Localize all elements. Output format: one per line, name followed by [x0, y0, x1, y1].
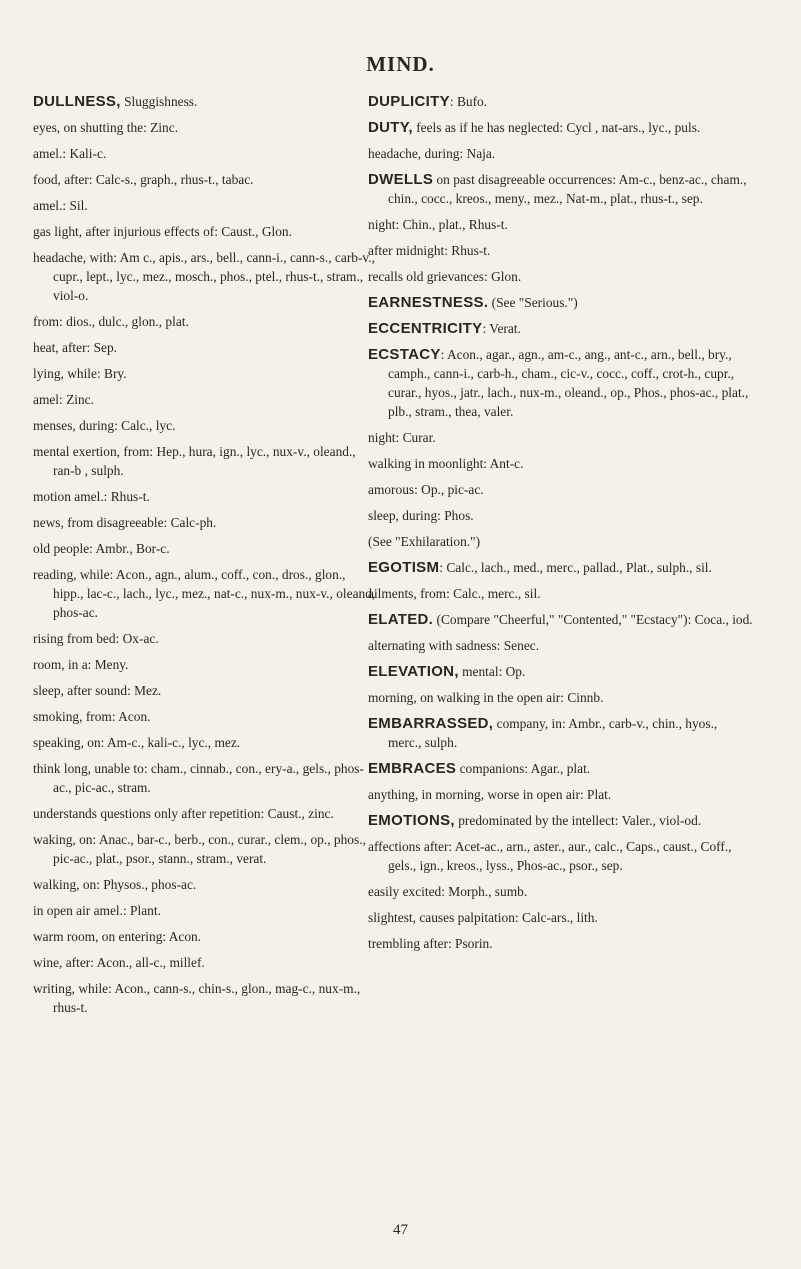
sub-rubric-line: affections after: Acet-ac., arn., aster., aur., calc., Caps., caust., Coff., gels., ign., kreos., lyss., Phos-ac., psor., sep.: [368, 839, 732, 873]
sub-rubric-line: headache, with: Am c., apis., ars., bell., cann-i., cann-s., carb-v., cupr., lept., lyc., mez., mosch., phos., ptel., rhus-t., stram., viol-o.: [33, 250, 375, 303]
rubric-remedies: Sluggishness.: [120, 94, 198, 109]
sub-rubric-line: in open air amel.: Plant.: [33, 903, 161, 918]
sub-rubric-line: old people: Ambr., Bor-c.: [33, 541, 170, 556]
sub-rubric-line: heat, after: Sep.: [33, 340, 118, 355]
rubric-heading: ELEVATION,: [368, 663, 459, 680]
rubric-heading: DULLNESS,: [33, 93, 121, 110]
sub-rubric-line: easily excited: Morph., sumb.: [368, 884, 528, 899]
right-column: [368, 92, 753, 960]
rubric-remedies: company, in: Ambr., carb-v., chin., hyos., merc., sulph.: [388, 716, 718, 750]
sub-rubric-line: room, in a: Meny.: [33, 657, 129, 672]
sub-rubric-line: warm room, on entering: Acon.: [33, 929, 202, 944]
sub-rubric-line: amorous: Op., pic-ac.: [368, 482, 484, 497]
rubric-entry: [368, 345, 753, 421]
sub-rubric-line: amel.: Kali-c.: [33, 146, 107, 161]
rubric-entry: [33, 92, 379, 111]
rubric-remedies: on past disagreeable occurrences: Am-c., benz-ac., cham., chin., cocc., kreos., meny., mez., Nat-m., plat., rhus-t., sep.: [388, 172, 747, 206]
rubric-remedies: : Bufo.: [449, 94, 488, 109]
sub-rubric-line: news, from disagreeable: Calc-ph.: [33, 515, 217, 530]
sub-rubric-line: night: Chin., plat., Rhus-t.: [368, 217, 508, 232]
sub-rubric-line: reading, while: Acon., agn., alum., coff., con., dros., glon., hipp., lac-c., lach., lyc., mez., nat-c., nux-m., nux-v., oleand, phos-ac.: [33, 567, 376, 620]
sub-rubric-line: wine, after: Acon., all-c., millef.: [33, 955, 205, 970]
page-header: MIND.: [366, 52, 435, 76]
sub-rubric-line: from: dios., dulc., glon., plat.: [33, 314, 189, 329]
rubric-heading: EMOTIONS,: [368, 812, 455, 829]
rubric-heading: EARNESTNESS.: [368, 294, 489, 311]
rubric-heading: DWELLS: [368, 171, 434, 188]
sub-rubric-line: rising from bed: Ox-ac.: [33, 631, 159, 646]
rubric-heading: EMBARRASSED,: [368, 715, 494, 732]
rubric-heading: ELATED.: [368, 611, 434, 628]
sub-rubric-line: headache, during: Naja.: [368, 146, 496, 161]
rubric-heading: ECCENTRICITY: [368, 320, 483, 337]
rubric-remedies: : Verat.: [482, 321, 521, 336]
sub-rubric-line: after midnight: Rhus-t.: [368, 243, 491, 258]
sub-rubric-line: motion amel.: Rhus-t.: [33, 489, 150, 504]
rubric-entry: [368, 662, 753, 681]
rubric-heading: DUPLICITY: [368, 93, 450, 110]
sub-rubric-line: amel: Zinc.: [33, 392, 94, 407]
sub-rubric-line: waking, on: Anac., bar-c., berb., con., curar., clem., op., phos., pic-ac., plat., psor., stann., stram., verat.: [33, 832, 366, 866]
sub-rubric-line: slightest, causes palpitation: Calc-ars., lith.: [368, 910, 598, 925]
left-column: [33, 92, 379, 1024]
sub-rubric-line: anything, in morning, worse in open air: Plat.: [368, 787, 612, 802]
rubric-remedies: : Calc., lach., med., merc., pallad., Plat., sulph., sil.: [439, 560, 712, 575]
rubric-entry: [368, 714, 753, 752]
sub-rubric-line: eyes, on shutting the: Zinc.: [33, 120, 179, 135]
sub-rubric-line: gas light, after injurious effects of: Caust., Glon.: [33, 224, 292, 239]
sub-rubric-line: understands questions only after repetition: Caust., zinc.: [33, 806, 334, 821]
rubric-entry: [368, 610, 753, 629]
sub-rubric-line: walking in moonlight: Ant-c.: [368, 456, 524, 471]
page-number: 47: [393, 1222, 408, 1238]
sub-rubric-line: night: Curar.: [368, 430, 436, 445]
sub-rubric-line: writing, while: Acon., cann-s., chin-s., glon., mag-c., nux-m., rhus-t.: [33, 981, 361, 1015]
rubric-heading: EMBRACES: [368, 760, 457, 777]
sub-rubric-line: walking, on: Physos., phos-ac.: [33, 877, 197, 892]
sub-rubric-line: mental exertion, from: Hep., hura, ign., lyc., nux-v., oleand., ran-b , sulph.: [33, 444, 356, 478]
rubric-remedies: feels as if he has neglected: Cycl , nat-ars., lyc., puls.: [412, 120, 701, 135]
rubric-entry: [368, 170, 753, 208]
rubric-entry: [368, 118, 753, 137]
sub-rubric-line: trembling after: Psorin.: [368, 936, 493, 951]
sub-rubric-line: speaking, on: Am-c., kali-c., lyc., mez.: [33, 735, 241, 750]
rubric-entry: [368, 759, 753, 778]
sub-rubric-line: amel.: Sil.: [33, 198, 88, 213]
rubric-entry: [368, 811, 753, 830]
sub-rubric-line: think long, unable to: cham., cinnab., con., ery-a., gels., phos-ac., pic-ac., stram.: [33, 761, 364, 795]
rubric-heading: DUTY,: [368, 119, 413, 136]
sub-rubric-line: smoking, from: Acon.: [33, 709, 151, 724]
sub-rubric-line: lying, while: Bry.: [33, 366, 127, 381]
rubric-entry: [368, 92, 753, 111]
rubric-heading: EGOTISM: [368, 559, 440, 576]
sub-rubric-line: sleep, during: Phos.: [368, 508, 474, 523]
sub-rubric-line: ailments, from: Calc., merc., sil.: [368, 586, 541, 601]
sub-rubric-line: food, after: Calc-s., graph., rhus-t., tabac.: [33, 172, 254, 187]
rubric-entry: [368, 558, 753, 577]
rubric-heading: ECSTACY: [368, 346, 441, 363]
sub-rubric-line: (See "Exhilaration."): [368, 534, 481, 549]
sub-rubric-line: sleep, after sound: Mez.: [33, 683, 162, 698]
rubric-remedies: (Compare "Cheerful," "Contented," "Ecstacy"): Coca., iod.: [433, 612, 753, 627]
sub-rubric-line: alternating with sadness: Senec.: [368, 638, 540, 653]
rubric-remedies: companions: Agar., plat.: [456, 761, 591, 776]
rubric-remedies: predominated by the intellect: Valer., viol-od.: [454, 813, 702, 828]
rubric-remedies: (See "Serious."): [488, 295, 578, 310]
rubric-entry: [368, 319, 753, 338]
sub-rubric-line: morning, on walking in the open air: Cinnb.: [368, 690, 604, 705]
sub-rubric-line: recalls old grievances: Glon.: [368, 269, 522, 284]
sub-rubric-line: menses, during: Calc., lyc.: [33, 418, 176, 433]
rubric-entry: [368, 293, 753, 312]
rubric-remedies: : Acon., agar., agn., am-c., ang., ant-c., arn., bell., bry., camph., cann-i., carb-h., cham., cic-v., cocc., coff., crot-h., cupr., curar., hyos., jatr., lach., nux-m., oleand., op., Phos., phos-ac., plat., plb., stram., thea, valer.: [388, 347, 749, 419]
rubric-remedies: mental: Op.: [458, 664, 526, 679]
